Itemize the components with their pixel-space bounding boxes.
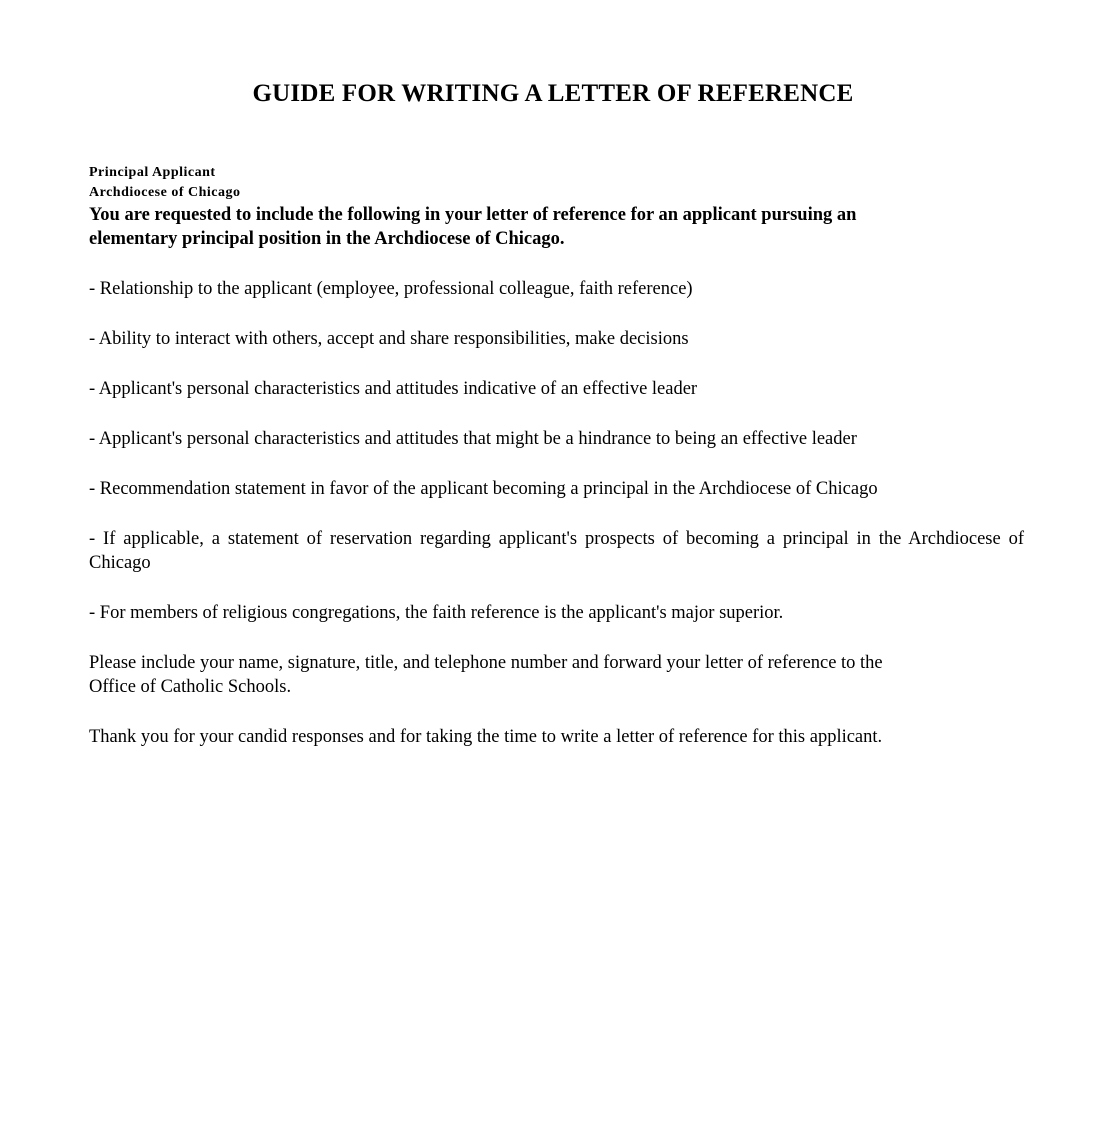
list-item-relationship: - Relationship to the applicant (employee, professional colleague, faith reference): [89, 279, 693, 299]
list-item-recommendation: - Recommendation statement in favor of the applicant becoming a principal in the Archdiocese of Chicago: [89, 479, 878, 499]
list-item-reservation: - If applicable, a statement of reservation regarding applicant's prospects of becoming a principal in the Archdiocese of Chicago: [89, 529, 1024, 573]
list-item-characteristics-hindrance: - Applicant's personal characteristics and attitudes that might be a hindrance to being an effective leader: [89, 429, 857, 449]
closing-instructions: Please include your name, signature, title, and telephone number and forward your letter of reference to the Office of Catholic Schools.: [89, 653, 883, 697]
header-principal-applicant: Principal Applicant: [89, 165, 216, 180]
intro-paragraph: You are requested to include the following in your letter of reference for an applicant pursuing an elementary principal position in the Archdiocese of Chicago.: [89, 205, 857, 249]
list-item-ability: - Ability to interact with others, accept and share responsibilities, make decisions: [89, 329, 689, 349]
header-archdiocese: Archdiocese of Chicago: [89, 185, 241, 200]
closing-thanks: Thank you for your candid responses and for taking the time to write a letter of reference for this applicant.: [89, 727, 883, 747]
document-body: [89, 163, 1024, 775]
list-item-religious-congregations: - For members of religious congregations, the faith reference is the applicant's major superior.: [89, 603, 784, 623]
list-item-characteristics-effective: - Applicant's personal characteristics and attitudes indicative of an effective leader: [89, 379, 698, 399]
document-title: GUIDE FOR WRITING A LETTER OF REFERENCE: [252, 80, 854, 107]
